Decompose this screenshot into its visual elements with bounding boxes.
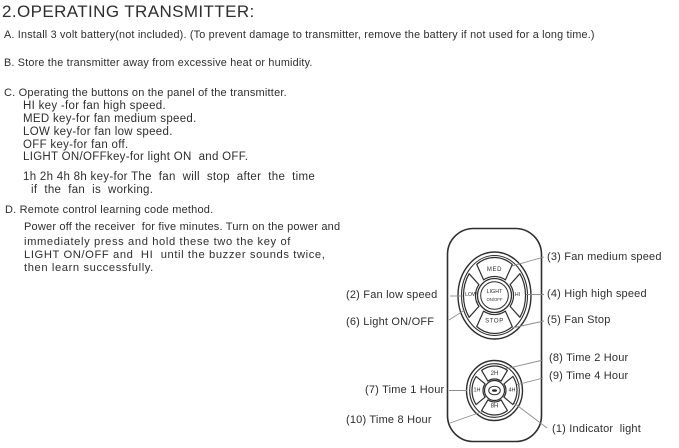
button-hi-label: HI [514,292,521,298]
item-a: A. Install 3 volt battery(not included). (To prevent damage to transmitter, remove the battery if not used for a long time.) [4,29,595,41]
callout-indicator: (1) Indicator light [552,423,641,435]
callout-light-onoff: (6) Light ON/OFF [346,316,435,328]
item-d-line-4: then learn successfully. [24,262,154,274]
callout-fan-stop: (5) Fan Stop [547,314,611,326]
page-title: 2.OPERATING TRANSMITTER: [2,2,255,21]
button-med-label: MED [486,267,503,273]
button-light-label-line2: ON/OFF [486,297,503,302]
button-light-label-line1: LIGHT [486,289,503,295]
callout-time-1h: (7) Time 1 Hour [365,384,445,396]
item-b: B. Store the transmitter away from excessive heat or humidity. [4,57,313,69]
callout-fan-low: (2) Fan low speed [346,289,438,301]
item-c-timer-line-1: 1h 2h 4h 8h key-for The fan will stop after the time [23,171,316,183]
button-8h-label: 8H [490,403,499,410]
button-4h-label: 4H [508,387,516,394]
button-1h-label: 1H [473,387,481,394]
item-c-line-med: MED key-for fan medium speed. [23,113,197,125]
callout-time-2h: (8) Time 2 Hour [549,352,629,364]
callout-time-4h: (9) Time 4 Hour [549,370,629,382]
callout-fan-high: (4) High high speed [547,288,647,300]
button-low-label: LOW [465,292,477,298]
indicator-light-dot [492,389,497,392]
callout-time-8h: (10) Time 8 Hour [346,414,432,426]
item-c-line-off: OFF key-for fan off. [23,139,129,151]
item-d-line-3: LIGHT ON/OFF and HI until the buzzer sounds twice, [24,249,326,261]
button-light-onoff-inner-ring [481,282,509,310]
button-2h-label: 2H [490,371,499,377]
item-d-line-1: Power off the receiver for five minutes. Turn on the power and [24,221,341,233]
item-c-heading: C. Operating the buttons on the panel of the transmitter. [4,87,287,99]
item-c-line-light: LIGHT ON/OFFkey-for light ON and OFF. [23,151,249,163]
item-d-line-2: immediately press and hold these two the key of [24,236,291,248]
callout-fan-medium: (3) Fan medium speed [547,251,662,263]
item-c-timer-line-2: if the fan is working. [31,184,154,196]
button-stop-label: STOP [485,318,504,325]
item-c-line-hi: HI key -for fan high speed. [23,100,166,112]
item-c-line-low: LOW key-for fan low speed. [23,126,173,138]
item-d-heading: D. Remote control learning code method. [5,204,214,216]
